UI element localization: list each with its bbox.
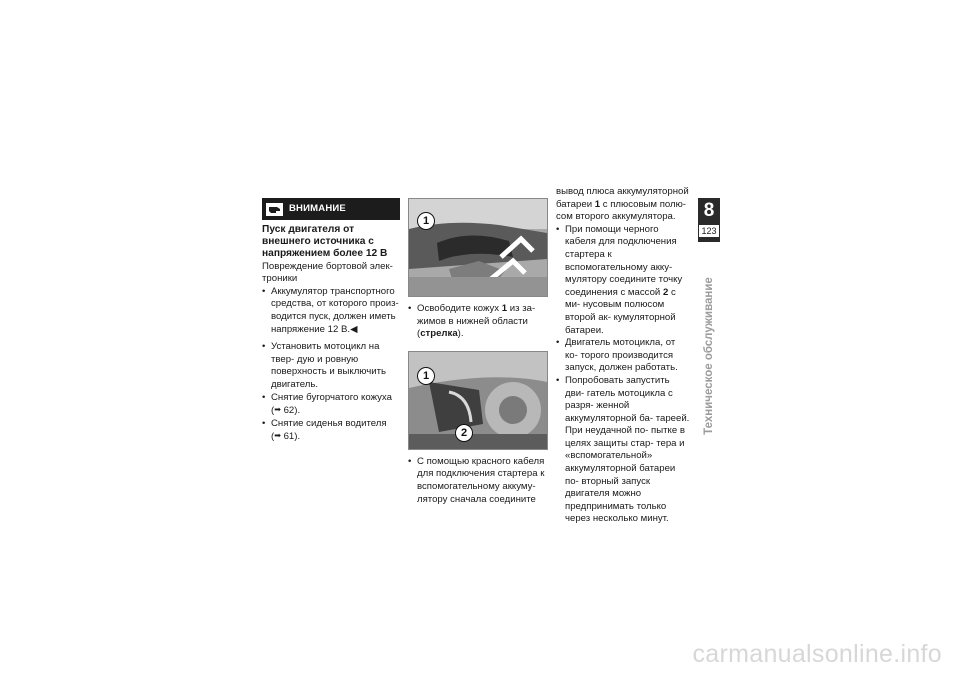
photo-battery-terminals [408,351,548,450]
page-number: 123 [699,222,719,237]
col1-steps [262,341,400,444]
photo-callout: 1 [417,367,435,385]
warning-bullet: • Аккумулятор транспортного средства, от которого произ- водится пуск, должен иметь напряжение 12 В.◀ [262,286,400,336]
warning-hand-icon [266,203,283,216]
list-item: • Двигатель мотоцикла, от ко- торого производится запуск, должен работать. [556,337,690,375]
warning-header [262,198,400,220]
end-triangle-icon: ◀ [350,323,358,335]
column-2 [408,198,546,506]
list-item: • Попробовать запустить дви- гатель мотоцикла с разря- женной аккумуляторной ба- тареей. При неудачной по- пытке в целях защиты стар- тера и «вспомогательной» аккумуляторной батареи по- вторный запуск двигателя можно предпринимать только через несколько минут. [556,375,690,526]
chapter-tab [698,198,720,242]
column-3 [556,186,690,526]
arrow-right-icon: ➡ [274,405,281,415]
column-1 [262,198,400,444]
warning-body: Повреждение бортовой элек- троники [262,260,393,285]
warning-label: ВНИМАНИЕ [289,202,346,214]
list-item: • С помощью красного кабеля для подключения стартера к вспомогательному аккуму- лятору сначала соедините [408,456,546,506]
list-item: • Снятие сиденья водителя (➡ 61). [262,418,400,444]
warning-list [262,286,400,336]
photo-callout: 2 [455,424,473,442]
list-item: • При помощи черного кабеля для подключения стартера к вспомогательному акку- мулятору соедините точку соединения с массой 2 с ми- нусовым полюсом второй ак- кумуляторной батареи. [556,224,690,337]
warning-title: Пуск двигателя от внешнего источника с напряжением более 12 В [262,224,388,260]
col2-step-1 [408,303,546,341]
list-item: • Установить мотоцикл на твер- дую и ровную поверхность и выключить двигатель. [262,341,400,391]
arrow-right-icon: ➡ [274,431,281,441]
watermark: carmanualsonline.info [692,640,942,668]
col2-step-2 [408,456,546,506]
list-item: • Освободите кожух 1 из за- жимов в нижней области (стрелка). [408,303,546,341]
chapter-number: 8 [703,200,715,221]
list-item: • Снятие бугорчатого кожуха (➡ 62). [262,392,400,418]
col3-steps [556,224,690,526]
continuation-text: вывод плюса аккумуляторной батареи 1 с плюсовым полю- сом второго аккумулятора. [556,186,689,223]
photo-callout: 1 [417,212,435,230]
chapter-title: Техническое обслуживание [703,277,715,435]
photo-cover-removal [408,198,548,297]
